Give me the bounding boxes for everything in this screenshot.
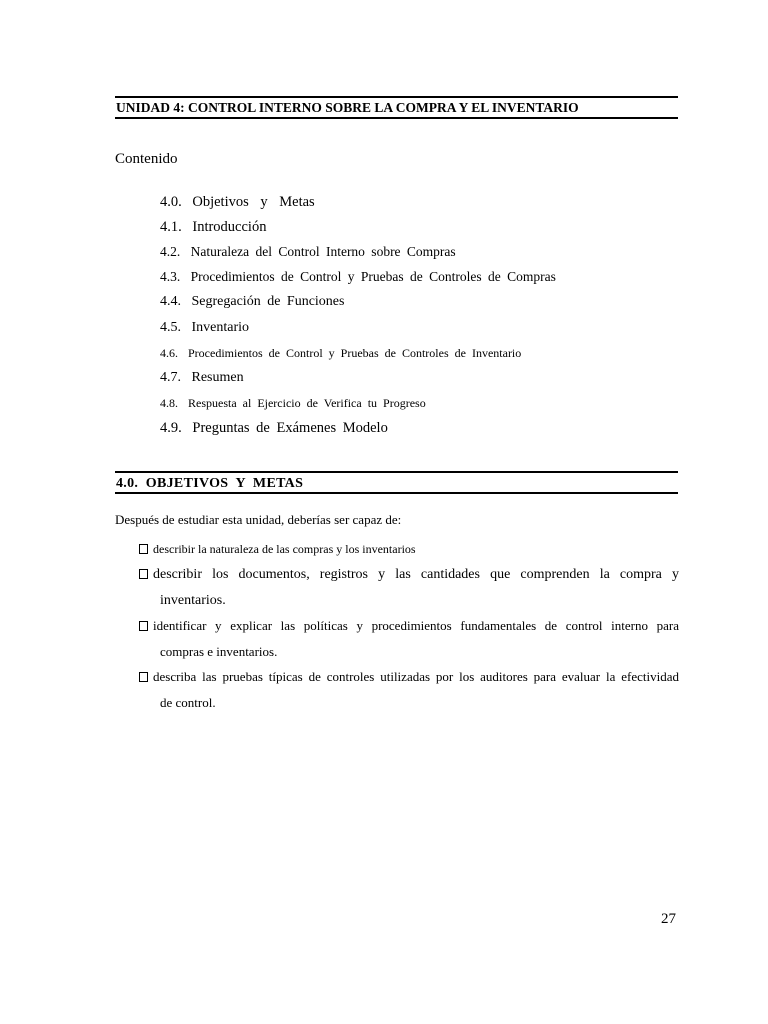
toc-title: Inventario — [191, 320, 250, 335]
toc-title: Respuesta al Ejercicio de Verifica tu Progreso — [188, 396, 426, 410]
toc-title: Procedimientos de Control y Pruebas de Controles de Inventario — [188, 346, 522, 360]
contents-label: Contenido — [115, 151, 178, 167]
toc-number: 4.7. — [160, 370, 181, 385]
toc-item-4-6 — [160, 346, 521, 361]
toc-item-4-8 — [160, 396, 426, 411]
toc-number: 4.5. — [160, 320, 181, 335]
toc-number: 4.0. — [160, 194, 182, 210]
objectives-header — [115, 471, 678, 494]
page-number: 27 — [661, 911, 676, 927]
objective-item — [139, 536, 679, 562]
objective-text: describa las pruebas típicas de controles utilizadas por los auditores para evaluar la efectividad — [153, 669, 679, 684]
objective-text: describir los documentos, registros y las cantidades que comprenden la compra y — [153, 567, 679, 582]
toc-number: 4.6. — [160, 346, 178, 360]
toc-item-4-1 — [160, 219, 266, 236]
toc-title: Resumen — [191, 370, 244, 385]
toc-item-4-5 — [160, 320, 249, 336]
objective-line — [139, 562, 679, 588]
toc-title: Naturaleza del Control Interno sobre Compras — [190, 244, 456, 259]
checkbox-icon — [139, 621, 148, 631]
objective-text: identificar y explicar las políticas y procedimientos fundamentales de control interno para — [153, 618, 679, 633]
unit-header — [115, 96, 678, 119]
unit-header-text: UNIDAD 4: CONTROL INTERNO SOBRE LA COMPRA Y EL INVENTARIO — [116, 100, 579, 115]
toc-item-4-7 — [160, 370, 244, 386]
objective-line — [139, 536, 679, 562]
intro-text: Después de estudiar esta unidad, deberías ser capaz de: — [115, 512, 402, 527]
toc-number: 4.3. — [160, 269, 181, 284]
objective-continuation: inventarios. — [160, 593, 226, 608]
toc-title: Segregación de Funciones — [191, 294, 345, 309]
toc-number: 4.4. — [160, 294, 181, 309]
toc-title: Objetivos y Metas — [192, 194, 315, 210]
objective-item — [139, 664, 679, 716]
toc-title: Preguntas de Exámenes Modelo — [192, 420, 388, 436]
checkbox-icon — [139, 569, 148, 579]
objective-item — [139, 562, 679, 614]
objective-line — [139, 664, 679, 690]
toc-title: Introducción — [192, 219, 267, 235]
toc-number: 4.2. — [160, 244, 181, 259]
objective-continuation: compras e inventarios. — [160, 644, 278, 659]
objective-text: describir la naturaleza de las compras y los inventarios — [153, 542, 416, 556]
objective-item — [139, 613, 679, 665]
objective-continuation: de control. — [160, 695, 216, 710]
toc-item-4-0 — [160, 194, 315, 211]
objective-line — [139, 613, 679, 639]
toc-number: 4.8. — [160, 396, 178, 410]
toc-item-4-3 — [160, 269, 556, 285]
toc-number: 4.9. — [160, 420, 182, 436]
toc-number: 4.1. — [160, 219, 182, 235]
toc-item-4-2 — [160, 244, 456, 260]
objectives-header-text: 4.0. OBJETIVOS Y METAS — [116, 476, 304, 491]
toc-item-4-4 — [160, 294, 344, 310]
toc-item-4-9 — [160, 420, 388, 437]
toc-title: Procedimientos de Control y Pruebas de Controles de Compras — [190, 269, 556, 284]
checkbox-icon — [139, 672, 148, 682]
checkbox-icon — [139, 544, 148, 554]
